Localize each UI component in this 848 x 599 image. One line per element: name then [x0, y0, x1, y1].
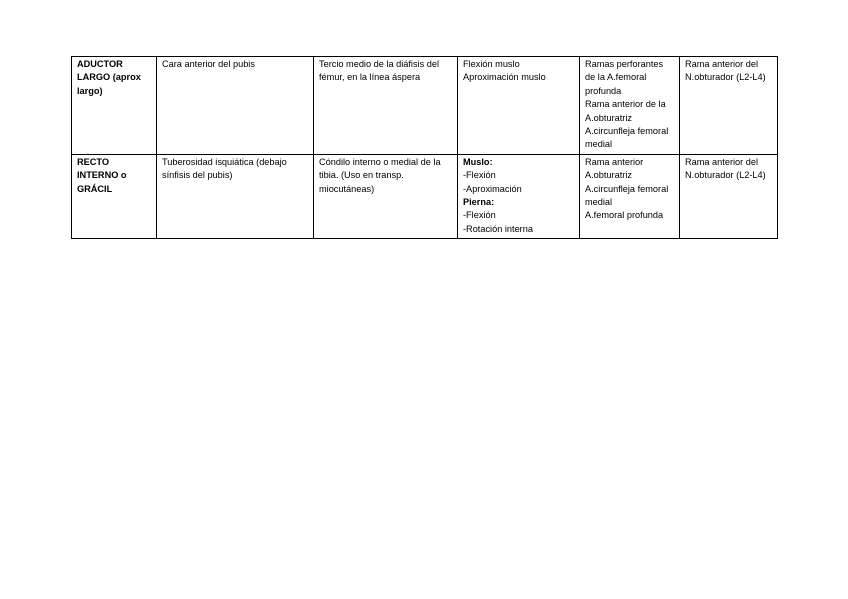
- action-line: -Rotación interna: [463, 223, 533, 234]
- irrigation-cell: [580, 57, 680, 155]
- action-heading: Muslo:: [463, 156, 493, 167]
- muscle-name-cell: RECTO INTERNO o GRÁCIL: [72, 154, 157, 238]
- irrigation-line: Rama anterior: [585, 156, 644, 167]
- action-heading: Pierna:: [463, 197, 495, 208]
- origin-cell: Cara anterior del pubis: [157, 57, 314, 155]
- action-line: Flexión muslo: [463, 59, 520, 69]
- irrigation-line: A.femoral profunda: [585, 210, 664, 221]
- action-line: -Flexión: [463, 210, 496, 221]
- action-line: -Flexión: [463, 170, 496, 181]
- table-row: [72, 154, 778, 238]
- irrigation-line: A.obturatriz: [585, 170, 632, 181]
- muscle-table: [71, 56, 778, 239]
- innervation-cell: Rama anterior del N.obturador (L2-L4): [680, 154, 778, 238]
- muscle-name-cell: ADUCTOR LARGO (aprox largo): [72, 57, 157, 155]
- action-cell: [458, 154, 580, 238]
- insertion-cell: Tercio medio de la diáfisis del fémur, en la línea áspera: [314, 57, 458, 155]
- origin-cell: Tuberosidad isquiática (debajo sínfisis del pubis): [157, 154, 314, 238]
- action-cell: [458, 57, 580, 155]
- table-row: [72, 57, 778, 155]
- irrigation-line: Rama anterior de la A.obturatriz: [585, 99, 666, 123]
- irrigation-cell: [580, 154, 680, 238]
- innervation-cell: Rama anterior del N.obturador (L2-L4): [680, 57, 778, 155]
- irrigation-line: A.circunfleja femoral medial: [585, 183, 669, 208]
- action-line: -Aproximación: [463, 183, 522, 194]
- irrigation-line: Ramas perforantes de la A.femoral profunda: [585, 59, 664, 96]
- insertion-cell: Cóndilo interno o medial de la tibia. (Uso en transp. miocutáneas): [314, 154, 458, 238]
- action-line: Aproximación muslo: [463, 72, 546, 83]
- irrigation-line: A.circunfleja femoral medial: [585, 126, 669, 150]
